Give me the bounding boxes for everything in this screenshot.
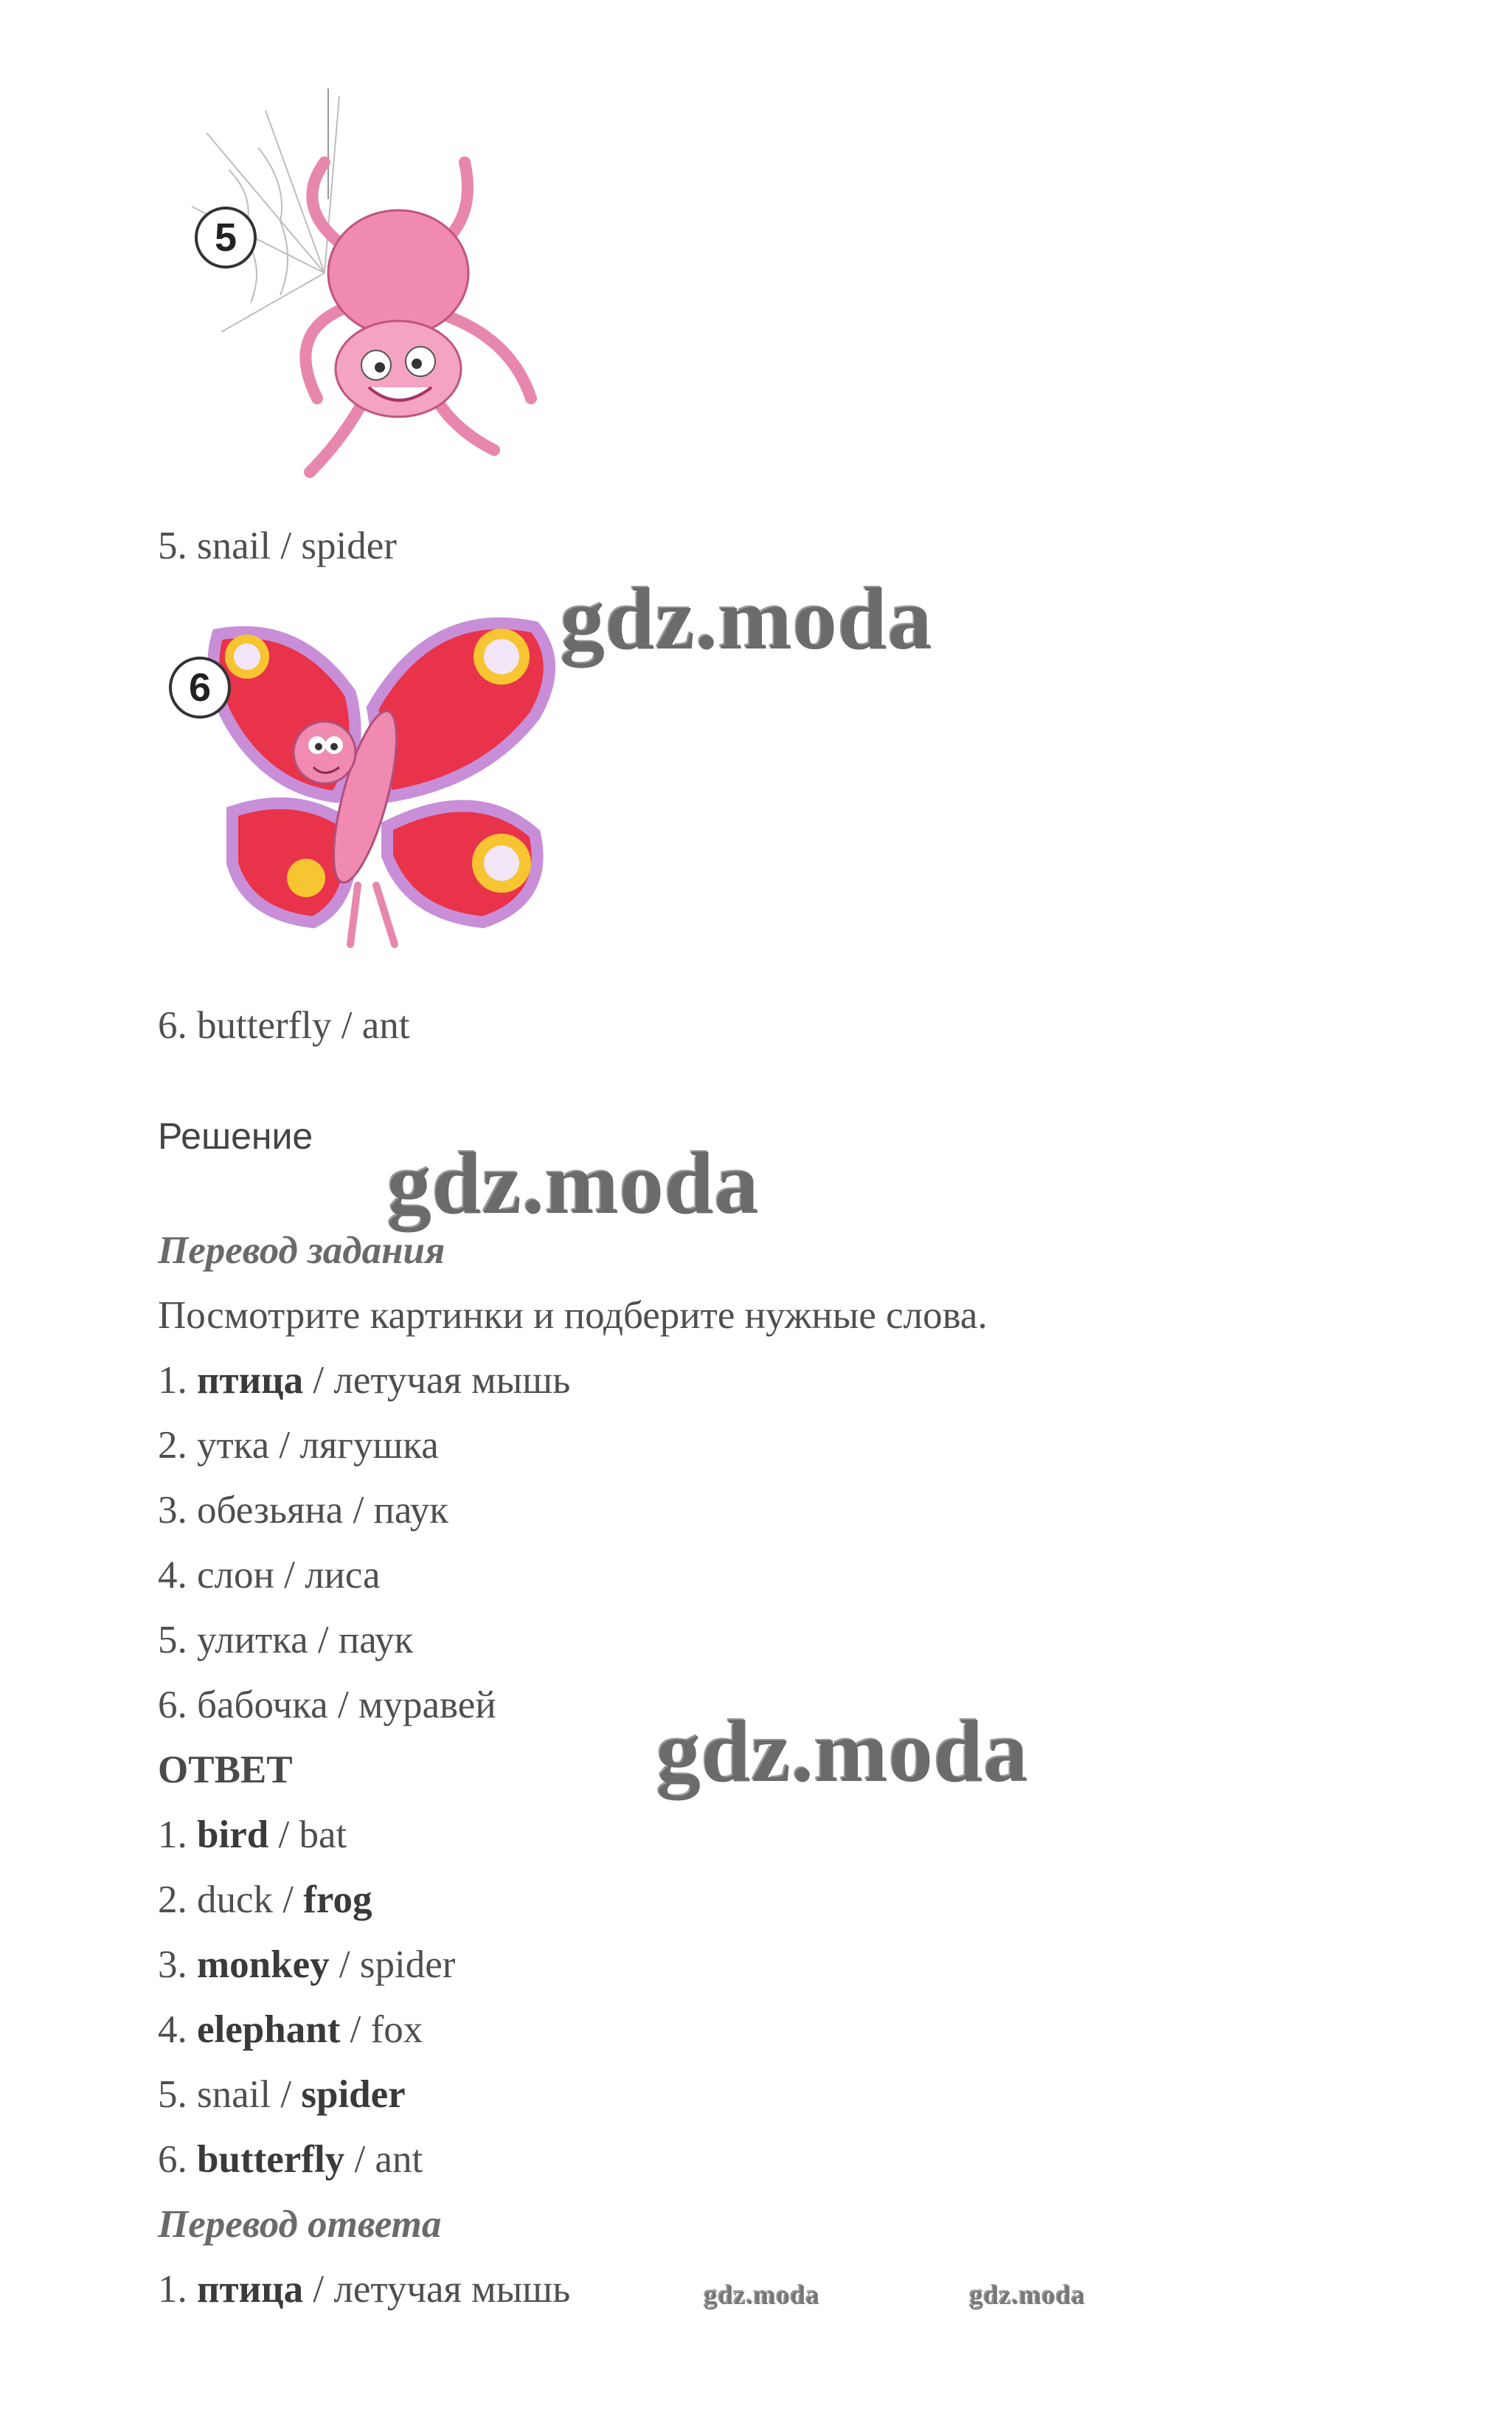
list-item: 5. улитка / паук [158, 1619, 414, 1661]
picture-number-badge: 6 [169, 657, 231, 719]
answer-heading: ОТВЕТ [158, 1749, 293, 1791]
task-translation-instruction: Посмотрите картинки и подберите нужные слова. [158, 1294, 988, 1337]
watermark: gdz.moda [704, 2280, 821, 2310]
watermark: gdz.moda [387, 1134, 760, 1232]
spider-illustration-icon [177, 89, 561, 502]
solution-label: Решение [158, 1116, 313, 1157]
task-line-6: 6. butterfly / ant [158, 1004, 410, 1047]
butterfly-picture [166, 605, 579, 974]
list-item: 2. утка / лягушка [158, 1424, 439, 1467]
list-item: 1. птица / летучая мышь [158, 2268, 571, 2311]
list-item: 4. elephant / fox [158, 2008, 423, 2051]
list-item: 3. monkey / spider [158, 1943, 456, 1986]
answer-translation-heading: Перевод ответа [158, 2203, 442, 2246]
watermark: gdz.moda [656, 1702, 1029, 1800]
picture-number-badge: 5 [195, 207, 257, 269]
list-item: 2. duck / frog [158, 1878, 372, 1921]
list-item: 4. слон / лиса [158, 1554, 381, 1597]
watermark: gdz.moda [970, 2280, 1086, 2310]
list-item: 6. бабочка / муравей [158, 1684, 496, 1726]
task-line-5: 5. snail / spider [158, 525, 397, 567]
list-item: 1. птица / летучая мышь [158, 1359, 571, 1402]
spider-picture [177, 89, 561, 502]
butterfly-illustration-icon [166, 605, 579, 974]
list-item: 1. bird / bat [158, 1813, 347, 1856]
list-item: 3. обезьяна / паук [158, 1489, 448, 1532]
watermark: gdz.moda [561, 570, 933, 668]
list-item: 5. snail / spider [158, 2073, 406, 2116]
task-translation-heading: Перевод задания [158, 1229, 445, 1272]
list-item: 6. butterfly / ant [158, 2138, 423, 2181]
